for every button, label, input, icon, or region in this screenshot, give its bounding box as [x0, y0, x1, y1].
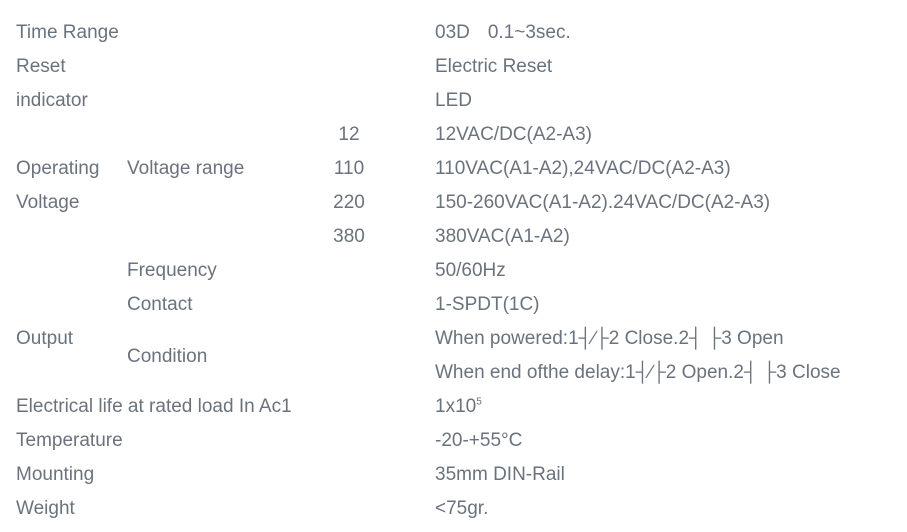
spec-value-indicator: LED: [435, 90, 472, 111]
time-range-code: 03D: [435, 22, 470, 43]
spec-label-electrical-life: Electrical life at rated load In Ac1: [16, 396, 292, 417]
output-condition-line1: When powered:1┤∕├2 Close.2┤ ├3 Open: [435, 328, 784, 349]
output-condition-line2: When end ofthe delay:1┤∕├2 Open.2┤ ├3 Close: [435, 362, 841, 383]
spec-label-time-range: Time Range: [16, 22, 119, 43]
spec-label-voltage: Voltage: [16, 192, 80, 213]
spec-value-reset: Electric Reset: [435, 56, 553, 77]
spec-label-reset: Reset: [16, 56, 66, 77]
spec-value-weight: <75gr.: [435, 498, 489, 519]
spec-value-electrical-life: $1x10^5$: [435, 396, 482, 417]
spec-label-operating: Operating: [16, 158, 100, 179]
voltage-option-num: 12: [338, 124, 360, 145]
spec-label-mounting: Mounting: [16, 464, 95, 485]
spec-sublabel-frequency: Frequency: [127, 260, 217, 281]
spec-value-time-range: [435, 16, 907, 50]
time-range-value: 0.1~3sec.: [487, 22, 571, 43]
voltage-option-num: 220: [333, 192, 365, 213]
spec-sublabel-voltage-range: Voltage range: [127, 158, 245, 179]
voltage-option-num: 110: [333, 158, 365, 179]
spec-value-mounting: 35mm DIN-Rail: [435, 464, 565, 485]
spec-label-temperature: Temperature: [16, 430, 123, 451]
electrical-life-exponent: 5: [476, 396, 482, 408]
spec-label-weight: Weight: [16, 498, 75, 519]
voltage-option-value: 12VAC/DC(A2-A3): [435, 124, 592, 145]
voltage-option-num: 380: [333, 226, 365, 247]
voltage-option-value: 150-260VAC(A1-A2).24VAC/DC(A2-A3): [435, 192, 771, 213]
spec-value-contact: 1-SPDT(1C): [435, 294, 540, 315]
voltage-option-value: 380VAC(A1-A2): [435, 226, 570, 247]
spec-value-frequency: 50/60Hz: [435, 260, 506, 281]
spec-sublabel-contact: Contact: [127, 294, 193, 315]
spec-label-indicator: indicator: [16, 90, 88, 111]
voltage-option-value: 110VAC(A1-A2),24VAC/DC(A2-A3): [435, 158, 731, 179]
spec-label-output: Output: [16, 328, 74, 349]
spec-sublabel-condition: Condition: [127, 345, 208, 367]
spec-value-temperature: -20-+55°C: [435, 430, 523, 451]
